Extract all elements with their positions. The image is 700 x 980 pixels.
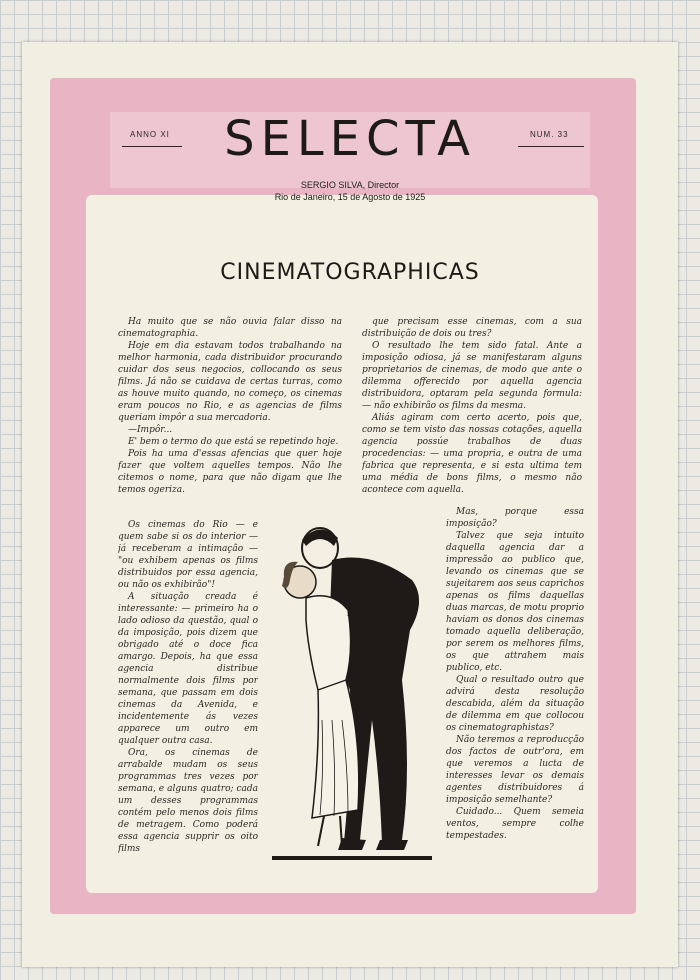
paragraph: Ha muito que se não ouvia falar disso na cinematographia. [118,317,342,339]
dateline: Rio de Janeiro, 15 de Agosto de 1925 [274,192,426,202]
paragraph: A situação creada é interessante: — primeiro ha o lado odioso da questão, qual o da imposição, pois dizem que obrigado até o doce fica amargo. Depois, ha que essa agencia distribue normalmente dois films por semana, que passam em dois cinemas da Avenida, e incidentemente ás vezes apparece um outro em qualquer outra casa. [118,592,258,746]
paragraph: Qual o resultado outro que advirá desta resolução descabida, além da situação de dilemma em que collocou os cinematographistas? [446,675,584,733]
paragraph: Talvez que seja intuito daquella agencia dar a impressão ao publico que, levando os cinemas que se sujeitarem aos seus caprichos apenas os films daquellas duas marcas, de motu proprio haviam os donos dos cinemas tomado aquella deliberação, por serem os melhores films, os que attrahem mais publico, etc. [446,531,584,673]
paragraph: que precisam esse cinemas, com a sua distribuição de dois ou tres? [362,317,582,339]
director-line: SERGIO SILVA, Director [300,180,400,190]
paragraph: E' bem o termo do que está se repetindo hoje. [128,437,339,447]
paragraph: Ora, os cinemas de arrabalde mudam os seus programmas tres vezes por semana, e alguns quatro; cada um desses programmas contém pelo menos dois films de metragem. Como poderá essa agencia supprir os oito films [118,748,258,854]
article-column-left-top [118,316,342,526]
paragraph: O resultado lhe tem sido fatal. Ante a imposição odiosa, já se manifestaram alguns proprietarios de cinemas, de modo que ante o dilemma offerecido por aquella agencia distribuidora, optaram pela segunda formula: — não exhibirão os films da mesma. [362,341,582,411]
article-column-right-top [362,316,582,506]
paragraph: Não teremos a reproducção dos factos de outr'ora, em que veremos a lucta de interesses levar os demais agentes distribuidores á imposição semelhante? [446,735,584,805]
paragraph: Os cinemas do Rio — e quem sabe si os do interior — já receberam a intimação — "ou exhibem apenas os films distribuidos por essa agencia, ou não os exhibirão"! [118,520,258,590]
masthead-title: SELECTA [224,111,476,167]
volume-label: ANNO XI [130,130,170,139]
paragraph: Cuidado... Quem semeia ventos, sempre colhe tempestades. [446,807,584,841]
embracing-couple-illustration [262,520,442,865]
article-column-left-narrow [118,519,258,869]
paragraph: Mas, porque essa imposição? [446,507,584,529]
number-rule [518,146,584,147]
volume-rule [122,146,182,147]
paragraph: Pois ha uma d'essas afencias que quer hoje fazer que voltem aquelles tempos. Não lhe citemos o nome, para que não digam que lhe temos ogeriza. [118,449,342,495]
paragraph: Aliás agiram com certo acerto, pois que, como se tem visto das nossas cotações, aquella agencia possúe trabalhos de duas procedencias: — uma propria, e outra de uma fabrica que representa, e si esta ultima tem uma média de bons films, o mesmo não acontece com aquella. [362,413,582,495]
article-title: CINEMATOGRAPHICAS [220,260,480,285]
article-column-right-narrow [446,506,584,866]
issue-number-label: NUM. 33 [530,130,569,139]
paragraph: Hoje em dia estavam todos trabalhando na melhor harmonia, cada distribuidor procurando cuidar dos seus negocios, collocando os seus films. Já não se cuidava de certas turras, como as houve muito quando, no começo, os cinemas eram poucos no Rio, e as agencias de films queriam impôr a sua mercadoria. [118,341,342,423]
paragraph: —Impôr... [128,425,173,435]
